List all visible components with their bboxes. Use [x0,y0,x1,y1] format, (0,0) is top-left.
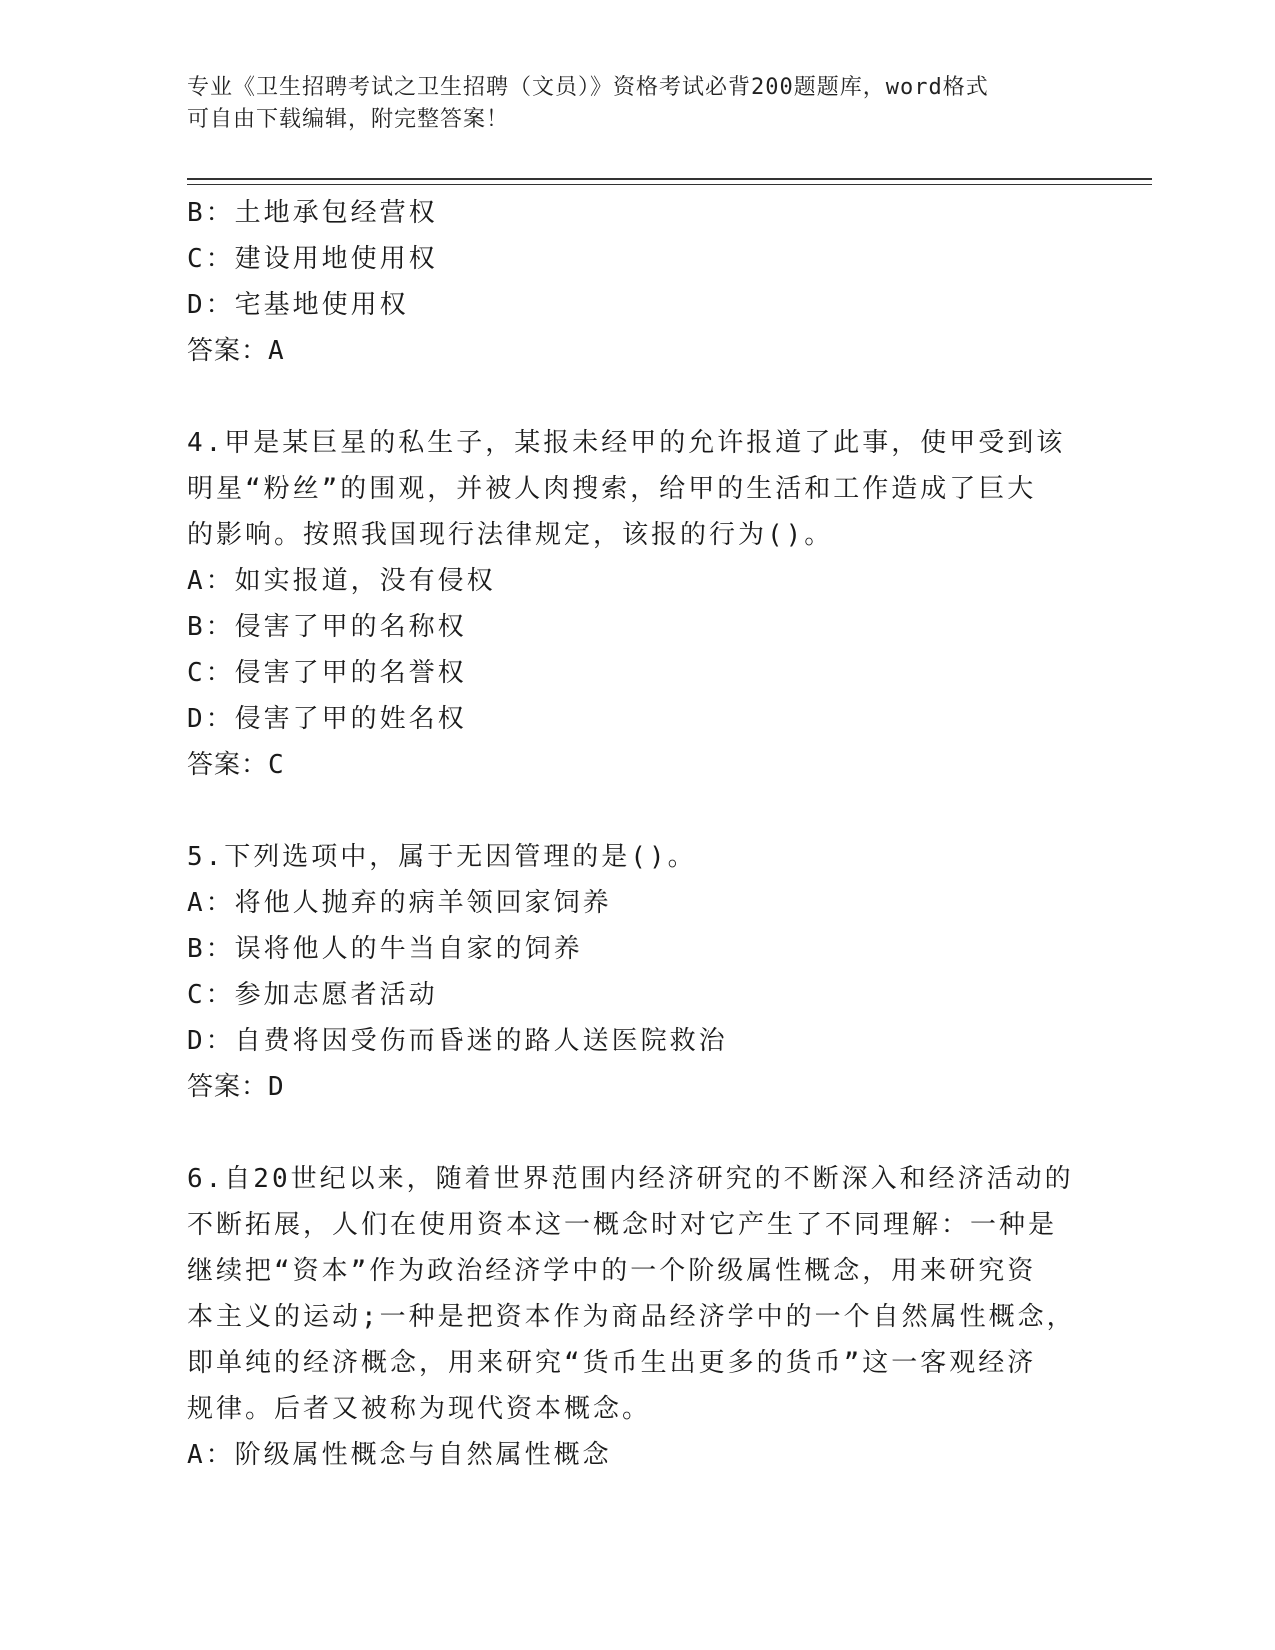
q5-option-a: A：将他人抛弃的病羊领回家饲养 [187,888,612,918]
q4-option-b: B：侵害了甲的名称权 [187,612,467,642]
q4-stem-line-2: 明星“粉丝”的围观，并被人肉搜索，给甲的生活和工作造成了巨大 [187,474,1037,504]
q5-answer: 答案：D [187,1072,285,1102]
header-title-line-1: 专业《卫生招聘考试之卫生招聘（文员）》资格考试必背200题题库，word格式 [187,75,989,100]
q4-option-d: D：侵害了甲的姓名权 [187,704,467,734]
q4-option-a: A：如实报道，没有侵权 [187,566,496,596]
q4-stem-line-1: 4.甲是某巨星的私生子，某报未经甲的允许报道了此事，使甲受到该 [187,428,1066,458]
q6-stem-line-5: 即单纯的经济概念，用来研究“货币生出更多的货币”这一客观经济 [187,1348,1037,1378]
q6-stem-line-1: 6.自20世纪以来，随着世界范围内经济研究的不断深入和经济活动的 [187,1164,1074,1194]
spacer [187,788,1087,834]
question-4 [187,420,1087,788]
q3-option-b: B：土地承包经营权 [187,198,438,228]
header-divider-thin [187,184,1152,185]
q6-stem-line-6: 规律。后者又被称为现代资本概念。 [187,1394,652,1424]
q5-option-b: B：误将他人的牛当自家的饲养 [187,934,583,964]
question-6 [187,1156,1087,1478]
q3-answer: 答案：A [187,336,285,366]
q3-option-c: C：建设用地使用权 [187,244,438,274]
spacer [187,374,1087,420]
q6-stem-line-2: 不断拓展，人们在使用资本这一概念时对它产生了不同理解：一种是 [187,1210,1058,1240]
document-header [187,72,1067,136]
q4-answer: 答案：C [187,750,285,780]
spacer [187,1110,1087,1156]
header-divider-thick [187,178,1152,180]
question-5 [187,834,1087,1110]
q6-option-a: A：阶级属性概念与自然属性概念 [187,1440,612,1470]
q6-stem-line-3: 继续把“资本”作为政治经济学中的一个阶级属性概念，用来研究资 [187,1256,1037,1286]
q5-option-d: D：自费将因受伤而昏迷的路人送医院救治 [187,1026,728,1056]
q6-stem-line-4: 本主义的运动;一种是把资本作为商品经济学中的一个自然属性概念， [187,1302,1076,1332]
document-body [187,190,1087,1478]
question-3-tail [187,190,1087,374]
q5-option-c: C：参加志愿者活动 [187,980,438,1010]
header-title-line-2: 可自由下载编辑，附完整答案！ [187,107,510,132]
q4-stem-line-3: 的影响。按照我国现行法律规定，该报的行为()。 [187,520,834,550]
q5-stem-line-1: 5.下列选项中，属于无因管理的是()。 [187,842,697,872]
q3-option-d: D：宅基地使用权 [187,290,409,320]
q4-option-c: C：侵害了甲的名誉权 [187,658,467,688]
